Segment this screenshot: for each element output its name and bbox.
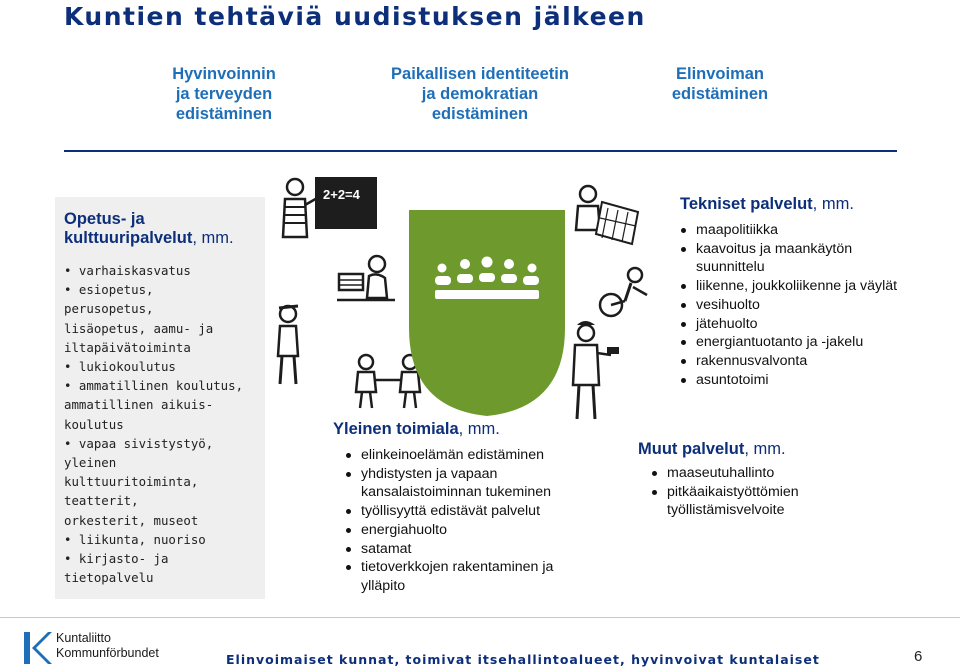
- list-item: satamat: [344, 540, 594, 559]
- footer-divider: [0, 617, 960, 618]
- list-line: • lukiokoulutus: [64, 359, 176, 375]
- muut-list: [650, 464, 850, 520]
- goal-elinvoima: [650, 64, 790, 104]
- opetus-title-suffix: , mm.: [192, 229, 234, 247]
- list-line: lisäopetus, aamu- ja: [64, 320, 214, 336]
- org-line2: Kommunförbundet: [56, 646, 159, 660]
- tekniset-title: [680, 195, 854, 214]
- list-item: pitkäaikaistyöttömien työllistämisvelvoite: [650, 483, 850, 520]
- tekniset-title-suffix: , mm.: [812, 195, 854, 213]
- goal-hyvinvointi: [150, 64, 298, 124]
- chalkboard-text: 2+2=4: [323, 187, 360, 202]
- student-desk-illustration: [335, 252, 405, 312]
- muut-title-suffix: , mm.: [744, 440, 786, 458]
- list-item: energiantuotanto ja -jakelu: [679, 333, 919, 352]
- page-title: Kuntien tehtäviä uudistuksen jälkeen: [64, 2, 646, 31]
- org-line1: Kuntaliitto: [56, 631, 111, 645]
- goal-line: Elinvoiman: [675, 65, 765, 83]
- list-item: kaavoitus ja maankäytön suunnittelu: [679, 240, 919, 277]
- list-line: • vapaa sivistystyö,: [64, 435, 214, 451]
- yleinen-title-suffix: , mm.: [458, 420, 500, 438]
- goal-line: Paikallisen identiteetin: [391, 65, 569, 83]
- opetus-title-line2: kulttuuripalvelut: [64, 229, 193, 247]
- list-line: kulttuuritoiminta,: [64, 474, 199, 490]
- yleinen-title-text: Yleinen toimiala: [333, 420, 459, 438]
- opetus-list: [64, 261, 274, 587]
- goal-line: ja demokratian: [421, 85, 539, 103]
- municipal-shield-icon: [407, 208, 567, 418]
- opetus-title: [64, 210, 234, 248]
- goal-line: edistäminen: [175, 105, 273, 123]
- list-item: rakennusvalvonta: [679, 352, 919, 371]
- teacher-illustration: [275, 175, 385, 245]
- muut-title-text: Muut palvelut: [638, 440, 745, 458]
- list-item: maaseutuhallinto: [650, 464, 850, 483]
- list-item: asuntotoimi: [679, 371, 919, 390]
- goal-line: edistäminen: [431, 105, 529, 123]
- list-item: energiahuolto: [344, 521, 594, 540]
- list-item: tietoverkkojen rakentaminen ja ylläpito: [344, 558, 594, 595]
- list-line: • liikunta, nuoriso: [64, 531, 206, 547]
- list-item: työllisyyttä edistävät palvelut: [344, 502, 594, 521]
- list-line: orkesterit, museot: [64, 512, 199, 528]
- list-line: • kirjasto- ja: [64, 551, 169, 567]
- cyclist-illustration: [595, 265, 665, 320]
- list-item: liikenne, joukkoliikenne ja väylät: [679, 277, 919, 296]
- list-line: ammatillinen aikuis-: [64, 397, 214, 413]
- list-line: koulutus: [64, 416, 124, 432]
- goal-line: edistäminen: [671, 85, 769, 103]
- list-line: perusopetus,: [64, 301, 154, 317]
- muut-title: [638, 440, 786, 459]
- list-item: maapolitiikka: [679, 221, 919, 240]
- child-illustration: [268, 300, 308, 390]
- header-divider: [64, 150, 897, 152]
- footer-org-name: [56, 631, 159, 661]
- list-item: yhdistysten ja vapaan kansalaistoiminnan tukeminen: [344, 465, 594, 502]
- list-item: elinkeinoelämän edistäminen: [344, 446, 594, 465]
- goal-line: Hyvinvoinnin: [172, 65, 276, 83]
- list-line: tietopalvelu: [64, 570, 154, 586]
- opetus-title-line1: Opetus- ja: [64, 210, 145, 228]
- planner-illustration: [572, 182, 642, 252]
- list-line: teatterit,: [64, 493, 139, 509]
- goal-line: ja terveyden: [175, 85, 273, 103]
- yleinen-list: [344, 446, 594, 596]
- tekniset-list: [679, 221, 919, 389]
- page-number: 6: [914, 648, 923, 665]
- list-item: vesihuolto: [679, 296, 919, 315]
- list-line: • varhaiskasvatus: [64, 263, 191, 278]
- tekniset-title-text: Tekniset palvelut: [680, 195, 813, 213]
- chalkboard-icon: [315, 177, 377, 229]
- yleinen-title: [333, 420, 500, 439]
- list-line: iltapäivätoiminta: [64, 339, 191, 355]
- worker-illustration: [565, 315, 625, 425]
- list-line: yleinen: [64, 455, 117, 471]
- goal-identiteetti: [360, 64, 600, 124]
- list-item: jätehuolto: [679, 315, 919, 334]
- list-line: • ammatillinen koulutus,: [64, 378, 244, 394]
- footer-tagline: Elinvoimaiset kunnat, toimivat itsehallintoalueet, hyvinvoivat kuntalaiset: [226, 652, 820, 667]
- list-line: • esiopetus,: [64, 282, 154, 298]
